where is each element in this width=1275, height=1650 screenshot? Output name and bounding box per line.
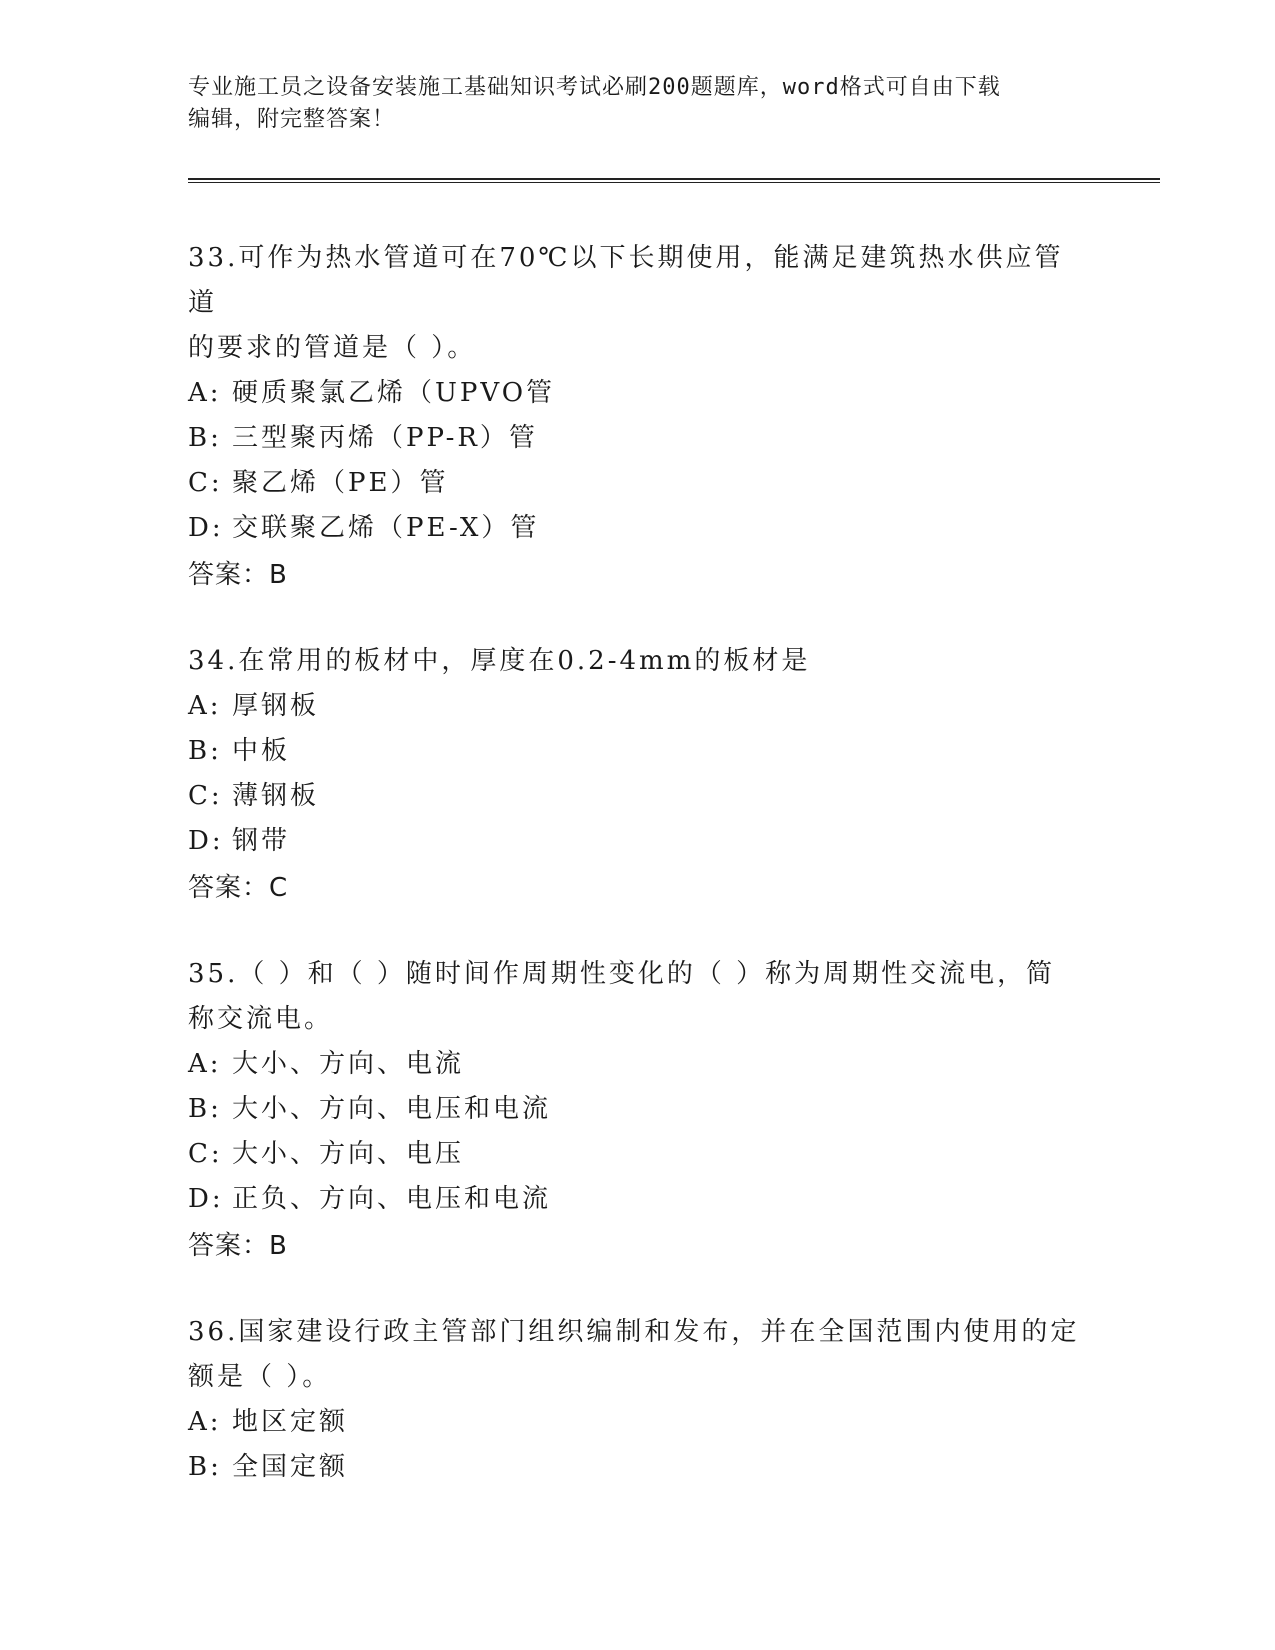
question-36 xyxy=(188,1310,1088,1490)
option-d xyxy=(188,506,1088,551)
option-d xyxy=(188,1177,1088,1222)
option-letter: C: xyxy=(188,1139,223,1169)
question-text xyxy=(188,1310,1088,1400)
header-line-1: 专业施工员之设备安装施工基础知识考试必刷200题题库，word格式可自由下载 xyxy=(188,75,1001,100)
header-line-2: 编辑，附完整答案！ xyxy=(188,107,396,132)
question-text-line: 33.可作为热水管道可在70℃以下长期使用，能满足建筑热水供应管道 xyxy=(188,243,1064,318)
question-33 xyxy=(188,236,1088,599)
header-divider xyxy=(188,178,1160,183)
option-letter: A: xyxy=(188,691,222,721)
option-letter: A: xyxy=(188,1049,222,1079)
option-text: 薄钢板 xyxy=(232,781,320,811)
question-text xyxy=(188,639,1088,684)
option-c xyxy=(188,461,1088,506)
answer-line: 答案：B xyxy=(188,1231,288,1261)
option-text: 交联聚乙烯（PE-X）管 xyxy=(232,513,540,543)
option-b xyxy=(188,1445,1088,1490)
option-text: 硬质聚氯乙烯（UPVO管 xyxy=(232,378,556,408)
option-d xyxy=(188,819,1088,864)
option-letter: B: xyxy=(188,1452,222,1482)
option-text: 全国定额 xyxy=(232,1452,349,1482)
option-c xyxy=(188,1132,1088,1177)
question-34 xyxy=(188,639,1088,912)
answer-line: 答案：C xyxy=(188,873,289,903)
option-text: 大小、方向、电压和电流 xyxy=(232,1094,552,1124)
question-text-line: 称交流电。 xyxy=(188,1004,334,1034)
option-a xyxy=(188,371,1088,416)
question-text xyxy=(188,236,1088,371)
option-a xyxy=(188,684,1088,729)
question-text-line: 额是（ ）。 xyxy=(188,1362,332,1392)
question-text-line: 35.（ ）和（ ）随时间作周期性变化的（ ）称为周期性交流电，简 xyxy=(188,959,1056,989)
option-letter: C: xyxy=(188,468,223,498)
question-text-line: 34.在常用的板材中，厚度在0.2-4mm的板材是 xyxy=(188,646,811,676)
option-letter: A: xyxy=(188,1407,222,1437)
option-a xyxy=(188,1042,1088,1087)
option-letter: D: xyxy=(188,513,224,543)
option-text: 大小、方向、电流 xyxy=(232,1049,465,1079)
question-text-line: 36.国家建设行政主管部门组织编制和发布，并在全国范围内使用的定 xyxy=(188,1317,1080,1347)
option-b xyxy=(188,416,1088,461)
option-text: 厚钢板 xyxy=(232,691,320,721)
option-text: 三型聚丙烯（PP-R）管 xyxy=(232,423,538,453)
option-text: 中板 xyxy=(232,736,291,766)
option-text: 钢带 xyxy=(232,826,291,856)
option-a xyxy=(188,1400,1088,1445)
option-text: 大小、方向、电压 xyxy=(232,1139,465,1169)
option-text: 地区定额 xyxy=(232,1407,349,1437)
option-letter: D: xyxy=(188,826,224,856)
question-35 xyxy=(188,952,1088,1270)
option-text: 聚乙烯（PE）管 xyxy=(232,468,449,498)
option-letter: B: xyxy=(188,736,222,766)
option-text: 正负、方向、电压和电流 xyxy=(232,1184,552,1214)
option-letter: C: xyxy=(188,781,223,811)
option-b xyxy=(188,1087,1088,1132)
option-letter: A: xyxy=(188,378,222,408)
document-header xyxy=(188,72,1088,136)
option-letter: B: xyxy=(188,1094,222,1124)
option-letter: B: xyxy=(188,423,222,453)
question-list xyxy=(188,236,1088,1530)
option-c xyxy=(188,774,1088,819)
option-letter: D: xyxy=(188,1184,224,1214)
option-b xyxy=(188,729,1088,774)
answer-line: 答案：B xyxy=(188,560,288,590)
question-text-line: 的要求的管道是（ ）。 xyxy=(188,333,477,363)
question-text xyxy=(188,952,1088,1042)
